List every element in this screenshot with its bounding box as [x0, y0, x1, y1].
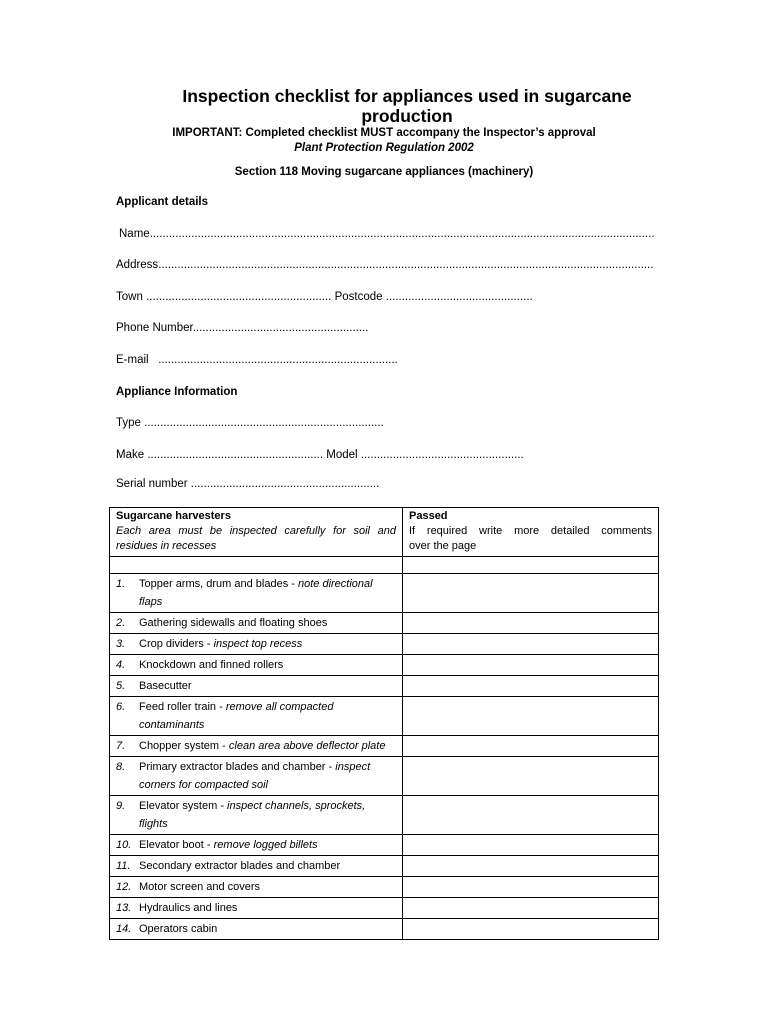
item-label: Topper arms, drum and blades: [139, 578, 289, 590]
serial-label: Serial number: [116, 478, 188, 490]
checklist-item: [116, 920, 396, 938]
checklist-item-cell: [110, 574, 403, 613]
item-label: Basecutter: [139, 680, 192, 692]
item-number: 11.: [116, 860, 131, 872]
checklist-item-cell: [110, 676, 403, 697]
checklist-row: [110, 613, 659, 634]
important-notice: IMPORTANT: Completed checklist MUST accompany the Inspector’s approval: [172, 127, 596, 139]
serial-dotted-line: ...........................................................: [190, 478, 380, 490]
checklist-item: [116, 698, 396, 734]
passed-cell[interactable]: [403, 877, 659, 898]
checklist-row: [110, 796, 659, 835]
type-dotted-line: ...........................................................................: [144, 417, 384, 429]
item-note: - inspect corners for compacted soil: [139, 761, 371, 791]
checklist-row: [110, 676, 659, 697]
checklist-item-cell: [110, 877, 403, 898]
postcode-label: Postcode: [334, 291, 383, 303]
item-label: Elevator system: [139, 800, 218, 812]
blank-passed-cell[interactable]: [403, 557, 659, 574]
item-text-wrap: [139, 797, 396, 833]
item-label: Motor screen and covers: [139, 881, 261, 893]
town-dotted-line: ..........................................................: [146, 291, 332, 303]
checklist-item: [116, 677, 396, 695]
item-number: 1.: [116, 578, 126, 590]
phone-dotted-line: .......................................................: [192, 322, 369, 334]
item-number: 2.: [116, 617, 126, 629]
checklist-row: [110, 757, 659, 796]
blank-row: [110, 557, 659, 574]
item-text-wrap: [139, 920, 396, 938]
checklist-item: [116, 857, 396, 875]
checklist-item-cell: [110, 856, 403, 877]
item-note: - inspect channels, sprockets, flights: [139, 800, 366, 830]
checklist-item: [116, 797, 396, 833]
item-text-wrap: [139, 635, 396, 653]
checklist-item-cell: [110, 613, 403, 634]
checklist-item: [116, 737, 396, 755]
page-title: Inspection checklist for appliances used in sugarcane production: [182, 86, 632, 126]
applicant-details-heading: Applicant details: [116, 196, 209, 208]
item-label: Chopper system: [139, 740, 220, 752]
checklist-item-cell: [110, 796, 403, 835]
email-field[interactable]: [116, 354, 398, 366]
item-label: Elevator boot: [139, 839, 204, 851]
harvester-note-line-2: residues in recesses: [116, 540, 217, 552]
type-field[interactable]: [116, 417, 384, 429]
item-label: Feed roller train: [139, 701, 217, 713]
harvester-header-cell: [110, 508, 403, 557]
checklist-row: [110, 574, 659, 613]
regulation-reference: Plant Protection Regulation 2002: [294, 142, 474, 154]
email-label: E-mail: [116, 354, 149, 366]
phone-number-field[interactable]: [116, 322, 368, 334]
model-label: Model: [326, 449, 358, 461]
item-label: Knockdown and finned rollers: [139, 659, 284, 671]
checklist-item-cell: [110, 736, 403, 757]
blank-cell: [110, 557, 403, 574]
checklist-item: [116, 614, 396, 632]
passed-cell[interactable]: [403, 613, 659, 634]
checklist-item: [116, 656, 396, 674]
item-number: 8.: [116, 761, 126, 773]
item-text-wrap: [139, 698, 396, 734]
item-label: Crop dividers: [139, 638, 204, 650]
address-dotted-line: ...........................................................................................................................................................: [158, 259, 654, 271]
passed-column-title: Passed: [409, 510, 448, 522]
checklist-item: [116, 836, 396, 854]
item-note: - remove all compacted contaminants: [139, 701, 334, 731]
item-label: Operators cabin: [139, 923, 218, 935]
checklist-item-cell: [110, 757, 403, 796]
item-note: - inspect top recess: [206, 638, 303, 650]
checklist-item-cell: [110, 655, 403, 676]
checklist-item-cell: [110, 835, 403, 856]
item-text-wrap: [139, 758, 396, 794]
checklist-row: [110, 634, 659, 655]
checklist-item-cell: [110, 919, 403, 940]
make-label: Make: [116, 449, 145, 461]
make-dotted-line: .......................................................: [147, 449, 324, 461]
item-number: 5.: [116, 680, 126, 692]
item-note: - clean area above deflector plate: [222, 740, 386, 752]
passed-note-line-2: over the page: [409, 540, 477, 552]
passed-cell[interactable]: [403, 655, 659, 676]
checklist-row: [110, 697, 659, 736]
checklist-item: [116, 635, 396, 653]
email-dotted-line: ...........................................................................: [158, 354, 398, 366]
harvester-note-line-1: Each area must be inspected carefully for soil and: [116, 525, 396, 537]
item-number: 9.: [116, 800, 126, 812]
item-text-wrap: [139, 899, 396, 917]
passed-header-cell: [403, 508, 659, 557]
inspection-checklist-table: [109, 507, 659, 940]
item-label: Primary extractor blades and chamber: [139, 761, 326, 773]
checklist-items: [110, 574, 659, 940]
item-text-wrap: [139, 575, 396, 611]
passed-cell[interactable]: [403, 736, 659, 757]
model-dotted-line: ...................................................: [360, 449, 524, 461]
type-label: Type: [116, 417, 141, 429]
checklist-row: [110, 898, 659, 919]
item-number: 6.: [116, 701, 126, 713]
item-text-wrap: [139, 737, 396, 755]
address-label: Address: [116, 259, 159, 271]
passed-cell[interactable]: [403, 898, 659, 919]
item-number: 7.: [116, 740, 126, 752]
passed-cell[interactable]: [403, 676, 659, 697]
passed-cell[interactable]: [403, 757, 659, 796]
item-label: Gathering sidewalls and floating shoes: [139, 617, 328, 629]
checklist-item-cell: [110, 898, 403, 919]
name-field[interactable]: [119, 228, 655, 240]
passed-cell[interactable]: [403, 856, 659, 877]
harvester-column-title: Sugarcane harvesters: [116, 510, 231, 522]
item-number: 4.: [116, 659, 126, 671]
make-model-field[interactable]: [116, 449, 524, 461]
phone-label: Phone Number: [116, 322, 193, 334]
passed-cell[interactable]: [403, 835, 659, 856]
town-label: Town: [116, 291, 143, 303]
item-number: 10.: [116, 839, 132, 851]
town-postcode-field[interactable]: [116, 291, 533, 303]
checklist-row: [110, 877, 659, 898]
checklist-row: [110, 919, 659, 940]
passed-cell[interactable]: [403, 574, 659, 613]
checklist-row: [110, 655, 659, 676]
serial-number-field[interactable]: [116, 478, 379, 490]
passed-cell[interactable]: [403, 634, 659, 655]
item-label: Secondary extractor blades and chamber: [139, 860, 341, 872]
item-text-wrap: [139, 614, 396, 632]
passed-cell[interactable]: [403, 796, 659, 835]
checklist-row: [110, 856, 659, 877]
checklist-row: [110, 835, 659, 856]
table-header-row: [110, 508, 659, 557]
checklist-item: [116, 878, 396, 896]
item-note: - remove logged billets: [206, 839, 318, 851]
checklist-item: [116, 899, 396, 917]
item-text-wrap: [139, 878, 396, 896]
passed-cell[interactable]: [403, 919, 659, 940]
checklist-item-cell: [110, 697, 403, 736]
checklist-item-cell: [110, 634, 403, 655]
appliance-information-heading: Appliance Information: [116, 386, 238, 398]
item-number: 13.: [116, 902, 132, 914]
item-text-wrap: [139, 677, 396, 695]
name-label: Name: [119, 228, 150, 240]
item-number: 12.: [116, 881, 132, 893]
passed-cell[interactable]: [403, 697, 659, 736]
item-number: 14.: [116, 923, 132, 935]
item-text-wrap: [139, 656, 396, 674]
item-note: - note directional flaps: [139, 578, 373, 608]
checklist-item: [116, 758, 396, 794]
item-text-wrap: [139, 857, 396, 875]
item-text-wrap: [139, 836, 396, 854]
checklist-row: [110, 736, 659, 757]
passed-note-line-1: If required write more detailed comments: [409, 525, 652, 537]
item-number: 3.: [116, 638, 126, 650]
postcode-dotted-line: ..............................................: [385, 291, 533, 303]
item-label: Hydraulics and lines: [139, 902, 238, 914]
checklist-item: [116, 575, 396, 611]
section-heading: Section 118 Moving sugarcane appliances (machinery): [234, 166, 534, 178]
name-dotted-line: ..............................................................................................................................................................: [149, 228, 655, 240]
address-field[interactable]: [116, 259, 653, 271]
